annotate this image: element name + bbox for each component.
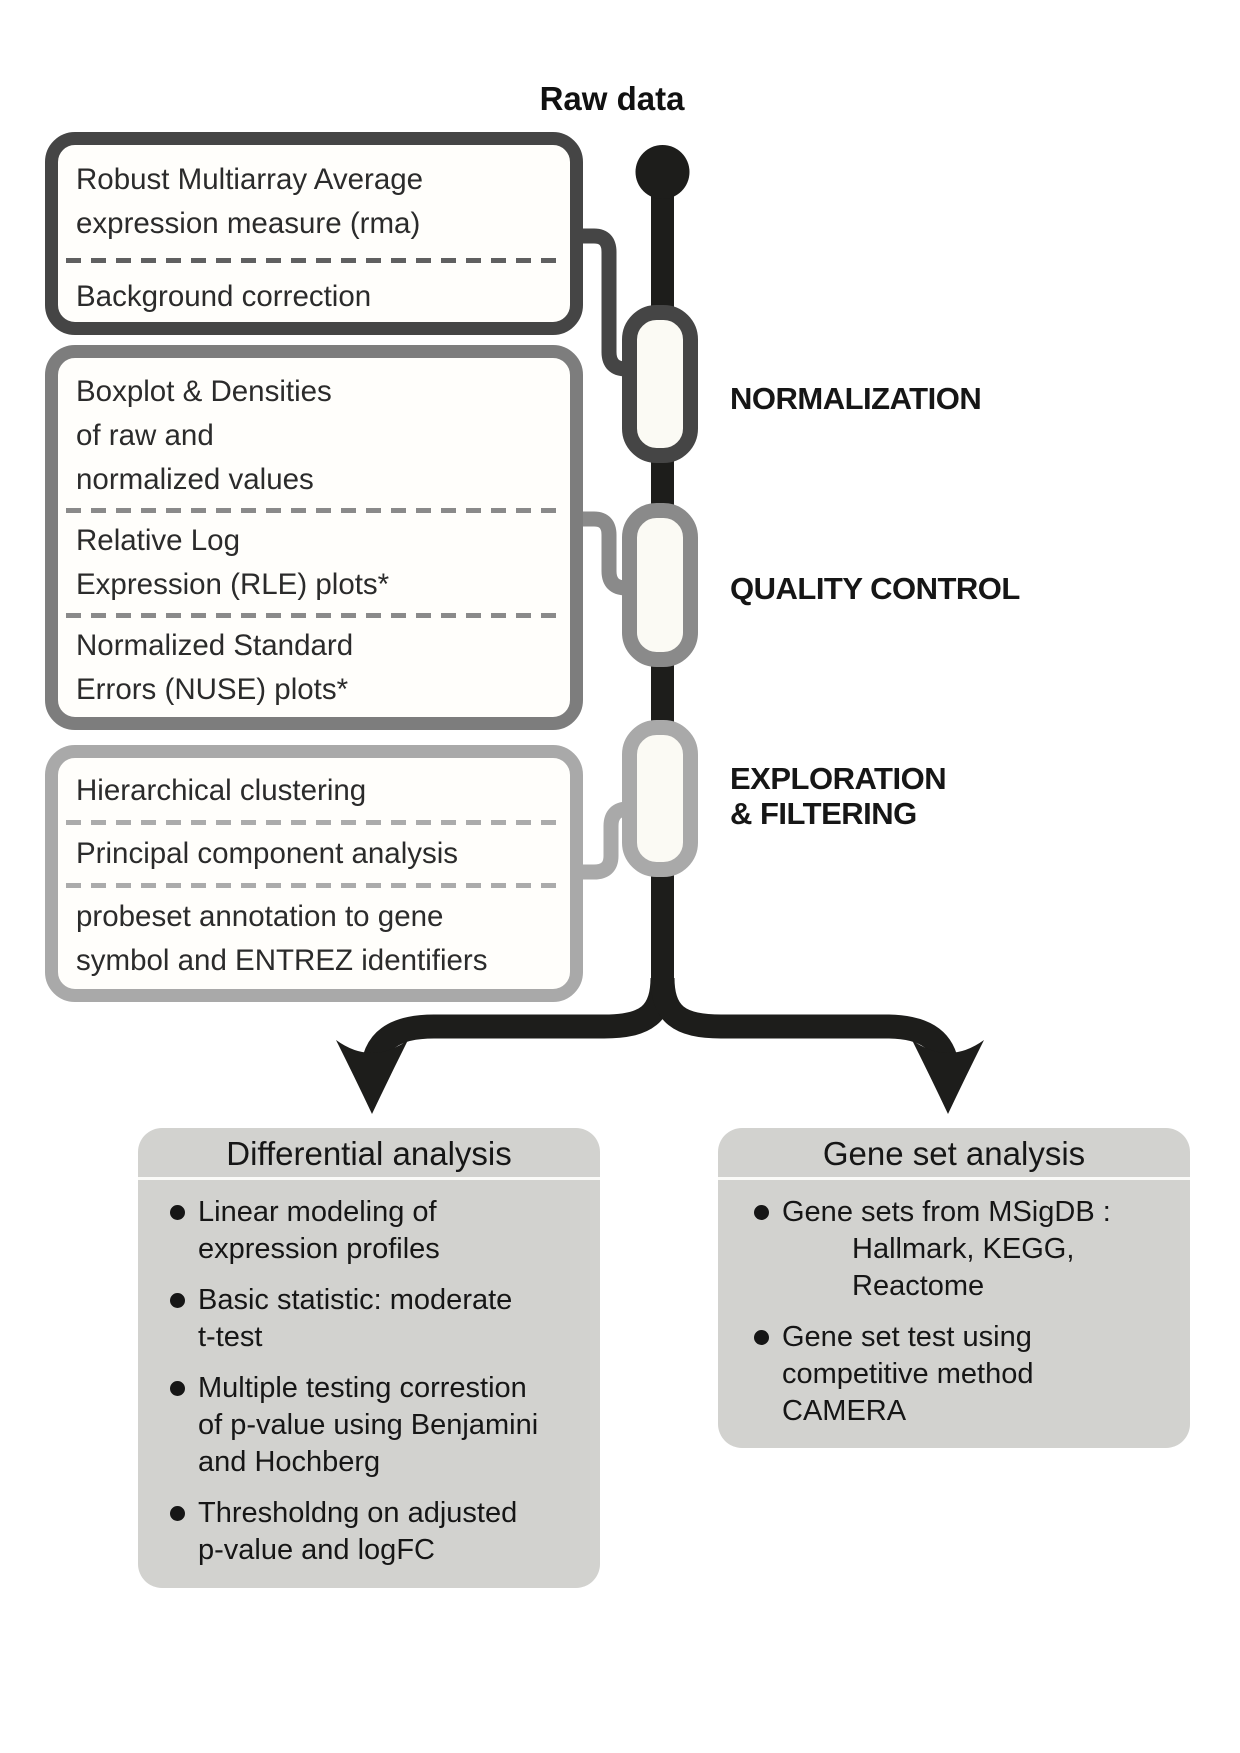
bullet-icon bbox=[754, 1330, 769, 1345]
raw-data-node-dot bbox=[636, 145, 690, 199]
gene-set-analysis-title: Gene set analysis bbox=[718, 1128, 1190, 1180]
bullet-line: Gene set test using bbox=[782, 1321, 1032, 1353]
bullet-line: Reactome bbox=[852, 1270, 985, 1302]
list-item bbox=[754, 1319, 1186, 1430]
method-line: symbol and ENTREZ identifiers bbox=[76, 944, 488, 977]
bullet-icon bbox=[170, 1293, 185, 1308]
bullet-icon bbox=[754, 1205, 769, 1220]
gene-set-analysis-list bbox=[718, 1180, 1190, 1430]
method-line: Principal component analysis bbox=[76, 837, 459, 870]
stage-label-line: & FILTERING bbox=[730, 796, 917, 831]
bullet-line: p-value and logFC bbox=[198, 1534, 435, 1566]
bullet-line: Gene sets from MSigDB : bbox=[782, 1196, 1111, 1228]
normalization-methods-box bbox=[45, 132, 583, 335]
gene-set-analysis-box bbox=[718, 1128, 1190, 1448]
bullet-line: and Hochberg bbox=[198, 1446, 381, 1478]
bullet-line: of p-value using Benjamini bbox=[198, 1409, 539, 1441]
bullet-icon bbox=[170, 1506, 185, 1521]
method-line: Expression (RLE) plots* bbox=[76, 568, 390, 601]
stage-label-line: EXPLORATION bbox=[730, 761, 947, 796]
stage-label-quality-control: QUALITY CONTROL bbox=[730, 571, 1020, 606]
dashed-divider bbox=[66, 820, 562, 825]
list-item bbox=[170, 1282, 596, 1356]
quality-control-methods-box bbox=[45, 345, 583, 730]
method-line: Robust Multiarray Average bbox=[76, 163, 424, 196]
stage-label-normalization: NORMALIZATION bbox=[730, 381, 982, 416]
exploration-pill bbox=[630, 728, 691, 870]
method-line: Normalized Standard bbox=[76, 629, 354, 662]
exploration-methods-box bbox=[45, 745, 583, 1002]
quality-control-pill bbox=[630, 511, 691, 660]
method-line: Background correction bbox=[76, 280, 372, 313]
differential-analysis-title: Differential analysis bbox=[138, 1128, 600, 1180]
method-line: Errors (NUSE) plots* bbox=[76, 673, 349, 706]
differential-analysis-box bbox=[138, 1128, 600, 1588]
list-item bbox=[754, 1194, 1186, 1305]
method-line: Relative Log bbox=[76, 524, 240, 557]
branch-right-arm bbox=[663, 978, 949, 1078]
differential-analysis-list bbox=[138, 1180, 600, 1569]
method-line: expression measure (rma) bbox=[76, 207, 421, 240]
method-line: Boxplot & Densities bbox=[76, 375, 332, 408]
dashed-divider bbox=[66, 258, 562, 263]
dashed-divider bbox=[66, 508, 562, 513]
bullet-line: expression profiles bbox=[198, 1233, 440, 1265]
list-item bbox=[170, 1370, 596, 1481]
list-item bbox=[170, 1194, 596, 1268]
bullet-icon bbox=[170, 1381, 185, 1396]
bullet-icon bbox=[170, 1205, 185, 1220]
bullet-line: Hallmark, KEGG, bbox=[852, 1233, 1075, 1265]
bullet-line: CAMERA bbox=[782, 1395, 907, 1427]
dashed-divider bbox=[66, 613, 562, 618]
stage-label-exploration-filtering bbox=[730, 761, 946, 831]
method-line: of raw and bbox=[76, 419, 214, 452]
bullet-line: Multiple testing correstion bbox=[198, 1372, 527, 1404]
bullet-line: competitive method bbox=[782, 1358, 1034, 1390]
list-item bbox=[170, 1495, 596, 1569]
method-line: probeset annotation to gene bbox=[76, 900, 444, 933]
normalization-pill bbox=[630, 313, 691, 456]
method-line: normalized values bbox=[76, 463, 314, 496]
bullet-line: Thresholdng on adjusted bbox=[198, 1497, 518, 1529]
bullet-line: Linear modeling of bbox=[198, 1196, 437, 1228]
bullet-line: t-test bbox=[198, 1321, 263, 1353]
dashed-divider bbox=[66, 883, 562, 888]
method-line: Hierarchical clustering bbox=[76, 774, 367, 807]
raw-data-title: Raw data bbox=[539, 80, 685, 117]
bullet-line: Basic statistic: moderate bbox=[198, 1284, 513, 1316]
